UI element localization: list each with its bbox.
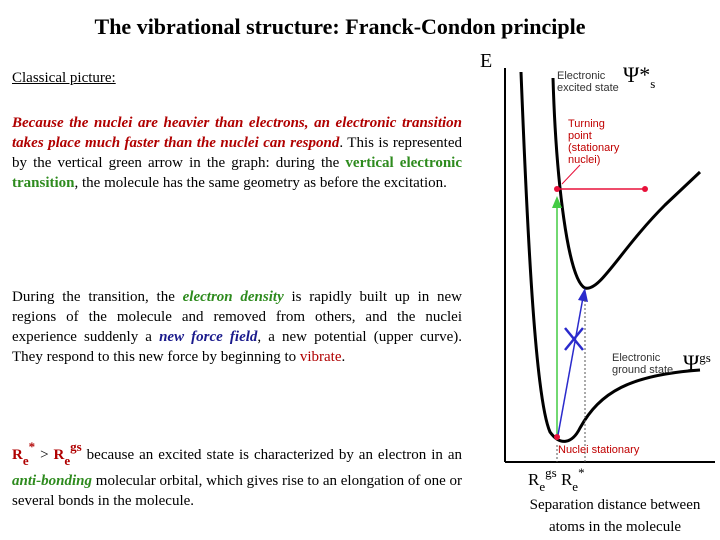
text-segment: is rapidly built up in new regions of the molecule and removed from others, and the nuclei experience suddenly a [12, 289, 462, 345]
label-line: ground state [612, 364, 674, 376]
re-star-sub: e [572, 479, 579, 494]
label-line: Electronic [612, 352, 661, 364]
label-line: atoms in the molecule [548, 519, 682, 535]
label-line: (stationary [568, 142, 620, 154]
text-segment: because an excited state is characterized by an electron in an [81, 447, 462, 463]
text-segment: , a new potential (upper curve). They respond to this new force by beginning to [12, 329, 463, 365]
ground-state-label [612, 352, 673, 376]
distance-axis-label [505, 494, 720, 538]
re-gs-r: R [528, 470, 540, 489]
psi-star-sup: * [639, 62, 651, 87]
re-gs-sup: gs [545, 465, 557, 480]
text-segment: . This is represented by the vertical green arrow in the graph: during the [12, 135, 462, 171]
emphasis-anti-bonding: anti-bonding [12, 473, 93, 489]
emphasis-new-force-field: new force field [159, 329, 258, 345]
excited-state-label [557, 70, 619, 94]
symbol-sub: e [22, 453, 29, 468]
ground-minimum-marker [554, 434, 560, 440]
label-line: Separation distance between [529, 497, 701, 513]
text-segment: > [35, 447, 54, 463]
symbol-sup: gs [70, 439, 82, 454]
psi-gs-sup: gs [699, 350, 711, 365]
relaxation-arrow [558, 292, 584, 435]
re-star-r: R [560, 470, 573, 489]
text-segment: . [341, 349, 346, 365]
symbol-sup: * [28, 439, 36, 454]
psi-glyph: Ψ [683, 350, 700, 375]
psi-ground-symbol [683, 350, 711, 376]
turning-point-marker [554, 186, 560, 192]
text-segment: molecular orbital, which gives rise to an elongation of one or several bonds in the molecule. [12, 473, 462, 509]
equilibrium-distance-labels [528, 465, 585, 495]
re-star-sup: * [578, 465, 585, 480]
emphasis-vertical-transition: vertical electronic transition [12, 155, 463, 191]
psi-glyph: Ψ [623, 62, 640, 87]
page-title: The vibrational structure: Franck-Condon principle [94, 14, 586, 39]
label-line: excited state [557, 82, 619, 94]
energy-axis-label: E [480, 50, 493, 72]
symbol-r: R [12, 447, 23, 463]
turning-point-marker-right [642, 186, 648, 192]
classical-picture-label: Classical picture: [12, 70, 116, 86]
label-line: Electronic [557, 70, 606, 82]
psi-s-sub: s [650, 76, 656, 91]
emphasis-vibrate: vibrate [299, 349, 342, 365]
psi-excited-symbol [623, 62, 655, 92]
label-line: point [568, 130, 592, 142]
label-line: nuclei) [568, 154, 601, 166]
turning-point-pointer [562, 165, 580, 184]
emphasis-electron-density: electron density [182, 289, 284, 305]
label-line: Turning [568, 118, 605, 130]
nuclei-stationary-label: Nuclei stationary [558, 444, 640, 456]
text-segment: , the molecule has the same geometry as before the excitation. [74, 175, 447, 191]
turning-point-label [568, 118, 619, 166]
text-segment: During the transition, the [12, 289, 183, 305]
symbol-sub: e [64, 453, 71, 468]
re-gs-sub: e [539, 479, 546, 494]
symbol-r: R [53, 447, 65, 463]
relaxation-arrowhead [578, 288, 588, 302]
excited-state-curve [553, 78, 700, 288]
emphasis-fast-transition: Because the nuclei are heavier than electrons, an electronic transition takes place much faster than the nuclei can respond [12, 115, 462, 151]
